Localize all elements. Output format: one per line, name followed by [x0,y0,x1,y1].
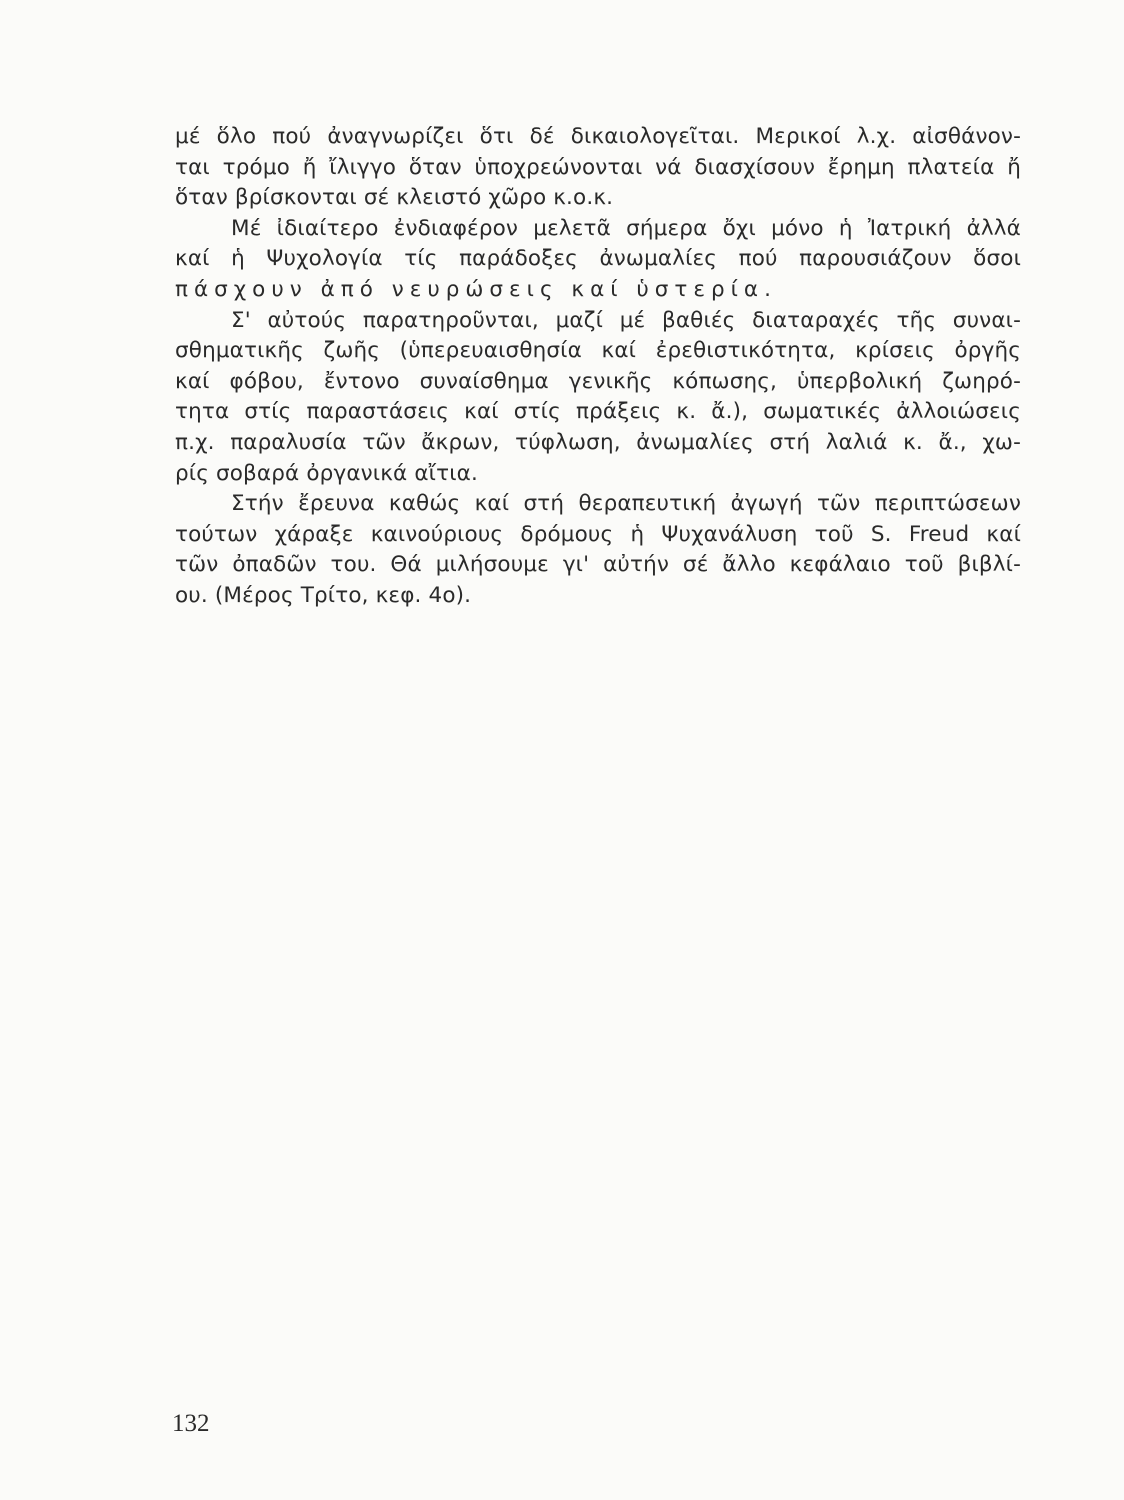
page-number: 132 [172,1410,210,1437]
body-text [175,122,1021,612]
text-line: σθηματικῆς ζωῆς (ὑπερευαισθησία καί ἐρεθιστικότητα, κρίσεις ὀργῆς [175,338,1021,364]
text-line: τούτων χάραξε καινούριους δρόμους ἡ Ψυχανάλυση τοῦ S. Freud καί [175,521,1021,547]
text-line: καί ἡ Ψυχολογία τίς παράδοξες ἀνωμαλίες πού παρουσιάζουν ὅσοι [175,246,1021,272]
text-line: ὅταν βρίσκονται σέ κλειστό χῶρο κ.ο.κ. [175,185,614,211]
text-line: Στήν ἔρευνα καθώς καί στή θεραπευτική ἀγωγή τῶν περιπτώσεων [231,491,1021,517]
text-line: ρίς σοβαρά ὀργανικά αἴτια. [175,460,478,486]
text-line: π.χ. παραλυσία τῶν ἄκρων, τύφλωση, ἀνωμαλίες στή λαλιά κ. ἄ., χω- [175,429,1021,455]
text-line: μέ ὅλο πού ἀναγνωρίζει ὅτι δέ δικαιολογεῖται. Μερικοί λ.χ. αἰσθάνον- [175,124,1021,149]
text-line: Μέ ἰδιαίτερο ἐνδιαφέρον μελετᾶ σήμερα ὄχι μόνο ἡ Ἰατρική ἀλλά [231,215,1021,241]
text-line: καί φόβου, ἔντονο συναίσθημα γενικῆς κόπωσης, ὑπερβολική ζωηρό- [175,368,1021,394]
text-line: τητα στίς παραστάσεις καί στίς πράξεις κ. ἄ.), σωματικές ἀλλοιώσεις [175,399,1021,425]
text-line: ου. (Μέρος Τρίτο, κεφ. 4ο). [175,582,472,608]
text-line: Σ' αὐτούς παρατηροῦνται, μαζί μέ βαθιές διαταραχές τῆς συναι- [231,307,1021,333]
text-line: πάσχουν ἀπό νευρώσεις καί ὑστερία. [175,276,777,302]
text-line: τῶν ὀπαδῶν του. Θά μιλήσουμε γι' αὐτήν σέ ἄλλο κεφάλαιο τοῦ βιβλί- [175,552,1021,578]
text-line: ται τρόμο ἤ ἴλιγγο ὅταν ὑποχρεώνονται νά διασχίσουν ἔρημη πλατεία ἤ [175,154,1021,180]
